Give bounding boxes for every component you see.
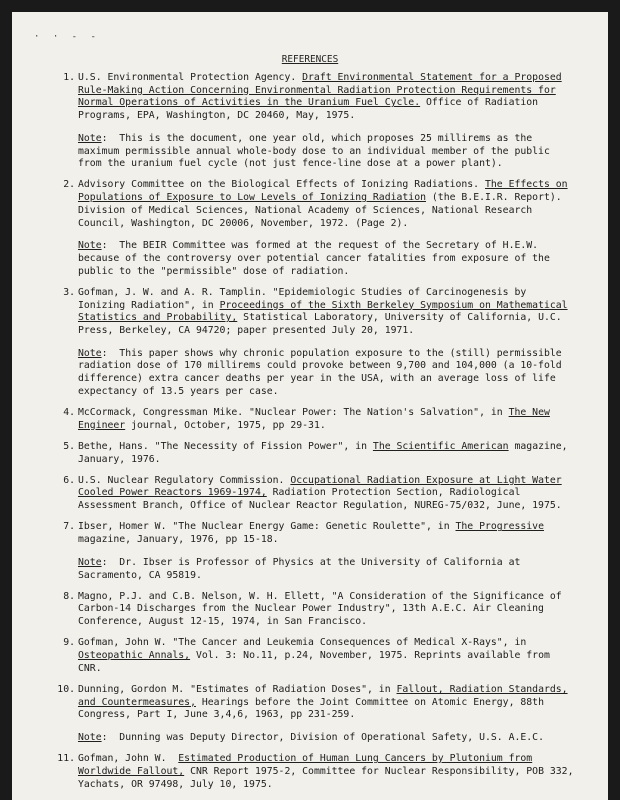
reference-title: Proceedings of the Sixth Berkeley Symposium on Mathematical Statistics and Probability, (78, 299, 568, 324)
reference-item-11: 11. Gofman, John W. Estimated Production of Human Lung Cancers by Plutonium from Worldwide Fallout, CNR Report 1975-2, Committee for Nuclear Responsibility, POB 332, Yachats, OR 97498, July 10, 1975. (57, 753, 574, 790)
reference-item-4: 4. McCormack, Congressman Mike. "Nuclear Power: The Nation's Salvation", in The New Engineer journal, October, 1975, pp 29-31. (63, 406, 550, 431)
reference-item-5: 5. Bethe, Hans. "The Necessity of Fission Power", in The Scientific American magazine, January, 1976. (63, 440, 568, 465)
reference-title: The Progressive (455, 521, 544, 533)
reference-list (59, 72, 579, 800)
reference-item-6: 6. U.S. Nuclear Regulatory Commission. Occupational Radiation Exposure at Light Water Cooled Power Reactors 1969-1974, Radiation Protection Section, Radiological Assessment Branch, Office of Nuclear Reactor Regulation, NUREG-75/032, June, 1975. (63, 474, 562, 512)
reference-title: Fallout, Radiation Standards, and Countermeasures, (78, 683, 568, 708)
reference-title: The New Engineer (78, 406, 550, 431)
reference-note: Note: This is the document, one year old, which proposes 25 millirems as the maximum permissible annual whole-body dose to an individual member of the public from the uranium fuel cycle (not just fence-line dose at a power plant). (78, 132, 550, 170)
document-page (12, 12, 608, 800)
header-marks: · · - - (34, 32, 100, 42)
reference-note: Note: The BEIR Committee was formed at the request of the Secretary of H.E.W. because of the controversy over potential cancer fatalities from exposure of the public to the "permissible" dose of radiation. (78, 240, 550, 277)
page-title: REFERENCES (281, 54, 339, 65)
reference-item-10: 10. Dunning, Gordon M. "Estimates of Radiation Doses", in Fallout, Radiation Standards, and Countermeasures, Hearings before the Joint Committee on Atomic Energy, 88th Congress, Part I, June 3,4,6, 1963, pp 231-259. Note: Dunning was Deputy Director, Division of Operational Safety, U.S. A.E.C. (59, 684, 579, 745)
reference-item-8: 8. Magno, P.J. and C.B. Nelson, W. H. Ellett, "A Consideration of the Significance of Carbon-14 Discharges from the Nuclear Power Industry", 13th A.E.C. Air Cleaning Conference, August 12-15, 1974, in San Francisco. (63, 590, 562, 628)
reference-title: Occupational Radiation Exposure at Light Water Cooled Power Reactors 1969-1974, (78, 474, 562, 499)
reference-title: Osteopathic Annals, (78, 650, 191, 662)
reference-note: Note: Dr. Ibser is Professor of Physics at the University of California at Sacramento, CA 95819. (78, 556, 521, 581)
reference-note: Note: Dunning was Deputy Director, Division of Operational Safety, U.S. A.E.C. (78, 732, 544, 744)
reference-title: The Scientific American (372, 440, 509, 452)
reference-item-3: 3. Gofman, J. W. and A. R. Tamplin. "Epidemiologic Studies of Carcinogenesis by Ionizing Radiation", in Proceedings of the Sixth Berkeley Symposium on Mathematical Statistics and Probability, Statistical Laboratory, University of California, U.C. Press, Berkeley, CA 94720; paper presented July 20, 1971. Note: This paper shows why chronic population exposure to the (still) permissible radiation dose of 170 millirems could provoke between 9,700 and 104,000 (a 10-fold difference) extra cancer deaths per year in the USA, with an average loss of life expectancy of 13.5 years per case. (59, 287, 579, 399)
reference-note: Note: This paper shows why chronic population exposure to the (still) permissible radiation dose of 170 millirems could provoke between 9,700 and 104,000 (a 10-fold difference) extra cancer deaths per year in the USA, with an average loss of life expectancy of 13.5 years per case. (78, 347, 562, 397)
reference-item-2: 2. Advisory Committee on the Biological Effects of Ionizing Radiations. The Effects on Populations of Exposure to Low Levels of Ionizing Radiation (the B.E.I.R. Report). Division of Medical Sciences, National Academy of Sciences, National Research Council, Washington, DC 20006, November, 1972. (Page 2). Note: The BEIR Committee was formed at the request of the Secretary of H.E.W. because of the controversy over potential cancer fatalities from exposure of the public to the "permissible" dose of radiation. (59, 179, 579, 278)
reference-title: Estimated Production of Human Lung Cancers by Plutonium from Worldwide Fallout, (78, 753, 533, 777)
reference-title: Draft Environmental Statement for a Proposed Rule-Making Action Concerning Environmental Radiation Protection Requirements for Normal Operations of Activities in the Uranium Fuel Cycle. (78, 72, 562, 109)
reference-item-1: 1. U.S. Environmental Protection Agency. Draft Environmental Statement for a Proposed Rule-Making Action Concerning Environmental Radiation Protection Requirements for Normal Operations of Activities in the Uranium Fuel Cycle. Office of Radiation Programs, EPA, Washington, DC 20460, May, 1975. Note: This is the document, one year old, which proposes 25 millirems as the maximum permissible annual whole-body dose to an individual member of the public from the uranium fuel cycle (not just fence-line dose at a power plant). (59, 72, 579, 171)
reference-item-7: 7. Ibser, Homer W. "The Nuclear Energy Game: Genetic Roulette", in The Progressive magazine, January, 1976, pp 15-18. Note: Dr. Ibser is Professor of Physics at the University of California at Sacramento, CA 95819. (59, 521, 579, 582)
reference-item-9: 9. Gofman, John W. "The Cancer and Leukemia Consequences of Medical X-Rays", in Osteopathic Annals, Vol. 3: No.11, p.24, November, 1975. Reprints available from CNR. (63, 637, 550, 674)
reference-title: The Effects on Populations of Exposure to Low Levels of Ionizing Radiation (78, 179, 568, 204)
